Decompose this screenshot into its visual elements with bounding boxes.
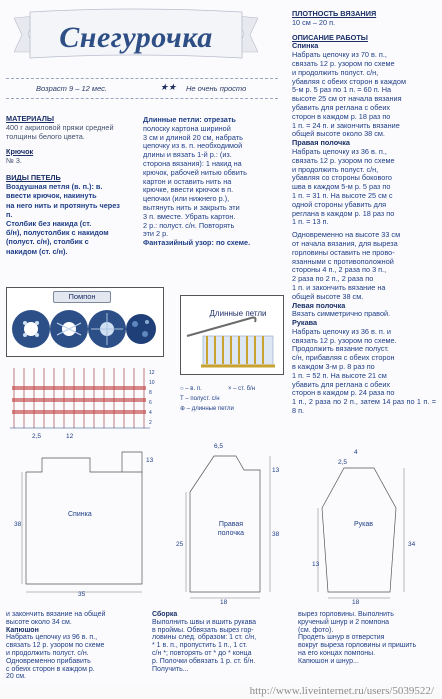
- left-front-heading: Левая полочка: [292, 300, 346, 310]
- difficulty-label: Не очень просто: [186, 84, 247, 93]
- stitch-line: б/н), полустолбик с накидом: [6, 228, 109, 238]
- back-height-measure: 38: [14, 521, 22, 528]
- back-side-measure: 13: [146, 457, 154, 464]
- loops-line: 3 п. вместе. Убрать картон.: [143, 211, 236, 221]
- difficulty-stars: ★★: [160, 82, 177, 92]
- loops-line: длины и вязать 1-й р.: (из.: [143, 150, 232, 160]
- stitch-line: накидом (ст. с/н).: [6, 246, 68, 256]
- bottom-line: связать 12 р. узором по схеме: [6, 642, 105, 650]
- neck-line: 1 п. и закончить вязание на: [292, 282, 386, 292]
- bottom-line: Капюшон и шнур...: [298, 657, 359, 665]
- density-heading: ПЛОТНОСТЬ ВЯЗАНИЯ: [292, 9, 377, 18]
- bottom-line: * 1 в. п., пропустить 1 п., 1 ст.: [152, 642, 248, 650]
- neck-line: 2 раза по 2 п., 2 раза по: [292, 274, 374, 284]
- title-banner: [14, 8, 258, 66]
- bottom-line: (см. фото).: [298, 626, 334, 634]
- back-top-measure: 2,5: [32, 433, 42, 440]
- svg-text:8: 8: [149, 390, 152, 396]
- sleeve-line: с/н, прибавляя с обеих сторон: [292, 353, 395, 363]
- stitch-chart-grid: [6, 364, 156, 432]
- svg-text:4: 4: [149, 410, 152, 416]
- left-front-text: Вязать симметрично правой.: [292, 309, 391, 319]
- front-top-measure: 6,5: [214, 443, 224, 450]
- bottom-line: Сборка: [152, 611, 178, 618]
- right-line: Набрать цепочку из 36 в. п.,: [292, 146, 387, 156]
- back-line: Набрать цепочку из 70 в. п.,: [292, 50, 387, 60]
- sleeve-top-width: 4: [354, 449, 358, 456]
- stitch-line: ввести крючок, накинуть: [6, 191, 97, 201]
- right-line: реглана в каждом р. 18 раз по: [292, 208, 395, 218]
- bottom-line: Выполнить швы и вшить рукава: [152, 618, 257, 626]
- loops-line: цепочки (или нижнего р.),: [143, 194, 230, 204]
- front-top2-measure: 13: [272, 467, 280, 474]
- back-line: убавить для реглана с обеих: [292, 102, 391, 112]
- right-front-heading: Правая полочка: [292, 138, 350, 148]
- bottom-line: высоте около 34 см.: [6, 618, 72, 626]
- stitch-line: (полуст. с/н), столбик с: [6, 237, 89, 247]
- bottom-line: и закончить вязание на общей: [6, 611, 106, 618]
- hook-heading: Крючок: [6, 146, 34, 156]
- long-loops-section: [143, 116, 279, 248]
- sleeve-line: в каждом 3-м р. 8 раз по: [292, 362, 375, 372]
- bottom-line: 20 см.: [6, 673, 26, 681]
- sleeve-line: 1 п., 2 раза по 2 п., затем 14 раз по 1 п. = 8 п.: [292, 397, 436, 416]
- bottom-line: вырез горловины. Выполнить: [298, 611, 394, 618]
- bottom-col-3: [298, 611, 436, 666]
- neck-line: язанными с противоположной: [292, 256, 394, 266]
- legend-item: ⊕ – длинные петли: [180, 406, 234, 412]
- neck-line: стороны 4 п., 2 раза по 3 п.,: [292, 265, 387, 275]
- loops-line: 3 см и длиной 20 см, набрать: [143, 132, 243, 142]
- watermark-bar: [0, 684, 442, 699]
- stitch-line: Воздушная петля (в. п.): в.: [6, 182, 103, 192]
- divider-bottom: [6, 98, 278, 99]
- materials-heading: МАТЕРИАЛЫ: [6, 114, 55, 123]
- loops-line: крючке, ввести крючок в п.: [143, 185, 234, 195]
- neck-line: общей высоте 38 см.: [292, 291, 364, 301]
- sleeve-line: убавить для реглана с обеих: [292, 379, 391, 389]
- bottom-line: и продолжить полуст. с/н.: [6, 649, 89, 657]
- loops-line: цепочку из в. п. необходимой: [143, 141, 243, 151]
- legend-item: × – ст. б/н: [228, 386, 256, 392]
- sleeve-heading: Рукава: [292, 318, 318, 328]
- loops-line: полоску картона шириной: [143, 123, 231, 133]
- hook-loops-icon: [181, 296, 283, 374]
- sleeve-side-measure: 13: [312, 561, 320, 568]
- front-side-measure: 25: [176, 541, 184, 548]
- sleeve-line: Набрать цепочку из 36 в. п. и: [292, 326, 391, 336]
- loops-line: сторона вязания): 1 накид на: [143, 158, 242, 168]
- sleeve-top-measure: 2,5: [338, 459, 348, 466]
- materials-text: 400 г акриловой пряжи средней толщины белого цвета.: [6, 123, 114, 142]
- back-line: убавляя с обеих сторон в каждом: [292, 76, 407, 86]
- right-line: связать 12 р. узором по схеме: [292, 155, 395, 165]
- back-line: сторон в каждом р. 18 раз по: [292, 111, 391, 121]
- bottom-line: крученый шнур и 2 помпона: [298, 618, 390, 626]
- back-line: и продолжить полуст. с/н,: [292, 67, 379, 77]
- front-height-measure: 38: [272, 531, 280, 538]
- bottom-line: с обеих сторон в каждом р.: [6, 665, 95, 673]
- bottom-line: Капюшон: [6, 626, 39, 634]
- pompon-steps-icon: [11, 306, 159, 352]
- neck-line: горловины оставить не прово-: [292, 247, 395, 257]
- bottom-col-2: [152, 611, 290, 673]
- density-text: 10 см – 20 п.: [292, 17, 336, 27]
- bottom-line: Получить...: [152, 665, 189, 673]
- chart-legend: [180, 384, 280, 432]
- svg-text:6: 6: [149, 400, 152, 406]
- back-heading: Спинка: [292, 41, 319, 51]
- loops-line: вытянуть нить и закрыть эти: [143, 202, 240, 212]
- stitch-line: на него нить и протянуть через п.: [6, 200, 120, 219]
- svg-text:10: 10: [149, 380, 155, 386]
- right-line: 1 п. = 13 п.: [292, 217, 329, 227]
- legend-item: Т – полуст. с/н: [180, 396, 220, 402]
- sleeve-height-measure: 34: [408, 541, 416, 548]
- front-label: Правая полочка: [217, 521, 245, 538]
- hook-text: № 3.: [6, 155, 22, 165]
- bottom-line: на его концах помпоны.: [298, 649, 376, 657]
- bottom-line: в проймы. Обвязать вырез гор-: [152, 626, 254, 634]
- neck-line: от начала вязания, для выреза: [292, 238, 398, 248]
- stitch-line: Столбик без накида (ст.: [6, 219, 92, 229]
- bottom-line: Продеть шнур в отверстия: [298, 634, 385, 642]
- right-line: шва в каждом 5-м р. 5 раз по: [292, 182, 391, 192]
- legend-item: ○ – в. п.: [180, 386, 202, 392]
- bottom-line: Одновременно прибавить: [6, 657, 91, 665]
- loops-line: 2 р.: полуст. с/н. Повторять: [143, 220, 235, 230]
- back-bottom-measure: 35: [78, 591, 86, 598]
- right-line: убавляя со стороны бокового: [292, 173, 392, 183]
- loops-line: Длинные петли: отрезать: [143, 115, 236, 124]
- neck-line: Одновременно на высоте 33 см: [292, 230, 401, 240]
- age-label: Возраст 9 – 12 мес.: [36, 84, 107, 93]
- front-bottom-measure: 18: [220, 599, 228, 606]
- pompon-label: Помпон: [53, 291, 111, 303]
- loops-line: крючок, рабочей нитью обвить: [143, 167, 247, 177]
- right-line: 1 п. = 31 п. На высоте 25 см с: [292, 190, 393, 200]
- sleeve-line: 1 п. = 52 п. На высоте 21 см: [292, 370, 387, 380]
- long-loops-illustration: [180, 295, 284, 375]
- materials-section: [6, 114, 128, 256]
- work-heading: ОПИСАНИЕ РАБОТЫ: [292, 32, 368, 42]
- sleeve-line: сторон в каждом р. 24 раза по: [292, 388, 395, 398]
- loops-line: эти 2 р.: [143, 229, 169, 239]
- long-loops-label: Длинные петли: [209, 309, 267, 318]
- bottom-line: с/н *; повторять от * до * конца: [152, 649, 252, 657]
- svg-text:2: 2: [149, 420, 152, 426]
- back-line: 1 п. = 24 п. и закончить вязание: [292, 120, 400, 130]
- sleeve-line: Продолжить вязание полуст.: [292, 344, 389, 354]
- pattern-note: Фантазийный узор: по схеме.: [143, 238, 251, 248]
- bottom-line: ловины след. образом: 1 ст. с/н,: [152, 634, 257, 642]
- back-line: общей высоте около 38 см.: [292, 129, 385, 139]
- back-label: Спинка: [68, 511, 92, 518]
- right-line: одной стороны убавить для: [292, 199, 387, 209]
- page-title: Снегурочка: [59, 21, 213, 54]
- back-line: высоте 25 см от начала вязания: [292, 94, 402, 104]
- sleeve-line: связать 12 р. узором по схеме.: [292, 335, 397, 345]
- bottom-line: вокруг выреза горловины и пришить: [298, 642, 417, 650]
- back-line: связать 12 р. узором по схеме: [292, 58, 395, 68]
- sleeve-bottom-measure: 18: [352, 599, 360, 606]
- right-line: и продолжить полуст. с/н,: [292, 164, 379, 174]
- stitch-chart: [6, 364, 156, 432]
- bottom-line: р. Полочки обвязать 1 р. ст. б/н.: [152, 657, 256, 665]
- loops-line: картон и оставить нить на: [143, 176, 232, 186]
- sleeve-label: Рукав: [354, 521, 373, 528]
- bottom-col-1: [6, 611, 144, 681]
- right-column: [292, 10, 436, 416]
- svg-text:12: 12: [149, 370, 155, 376]
- bottom-line: Набрать цепочку из 96 в. п.,: [6, 634, 98, 642]
- divider-top: [6, 78, 278, 79]
- back-line: 5-м р. 5 раз по 1 п. = 60 п. На: [292, 85, 392, 95]
- pompon-box: [6, 287, 164, 357]
- back-top-width: 12: [66, 433, 74, 440]
- stitches-heading: ВИДЫ ПЕТЕЛЬ: [6, 173, 61, 183]
- source-url: http://www.liveinternet.ru/users/5039522/: [249, 685, 434, 697]
